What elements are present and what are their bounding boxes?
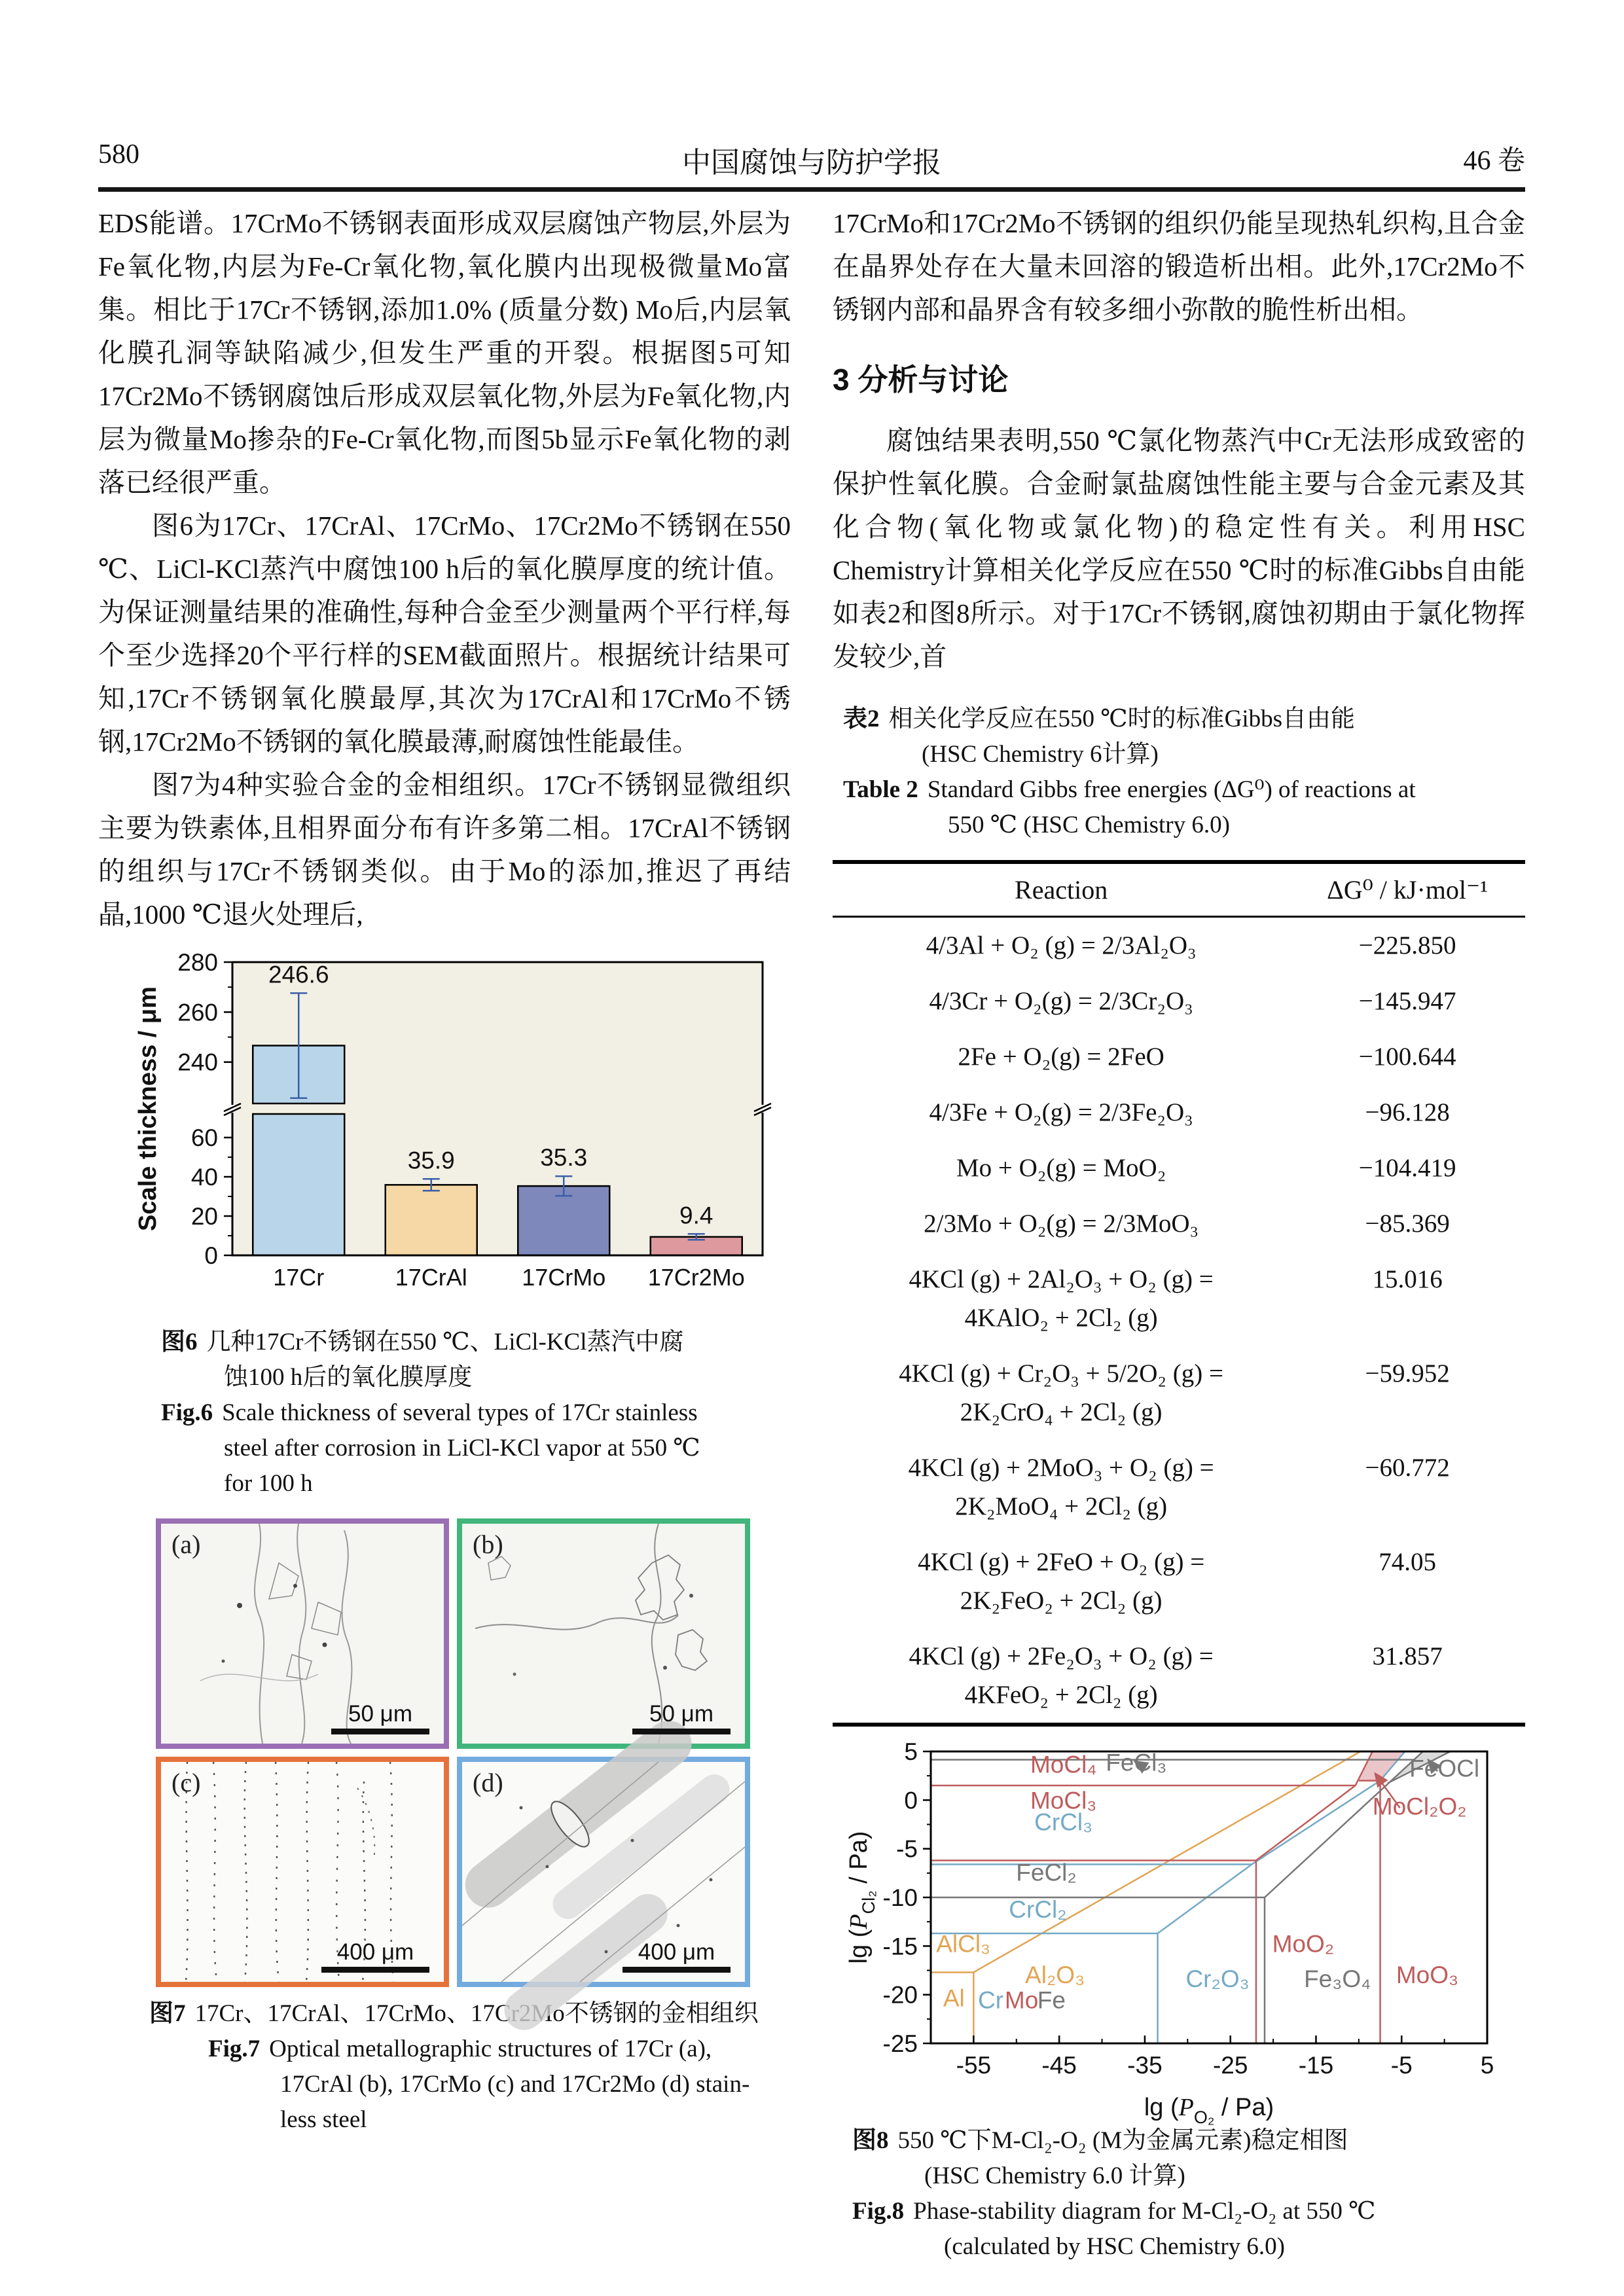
table-body	[833, 917, 1525, 1725]
table-row	[833, 1029, 1525, 1085]
micrograph-panel-d	[457, 1757, 750, 1987]
phase-label: MoCl₃	[1030, 1787, 1097, 1814]
phase-label: FeCl₂	[1016, 1859, 1077, 1886]
scalebar: 50 μm	[331, 1701, 429, 1734]
page-header	[98, 139, 1525, 178]
table-row	[833, 1346, 1525, 1440]
fig6-caption-label: 图6	[161, 1329, 198, 1355]
fig6-bar-chart	[118, 948, 791, 1316]
y-tick-label: 280	[177, 949, 218, 976]
volume-label: 46 卷	[1463, 146, 1525, 176]
table-row	[833, 1251, 1525, 1346]
fig8-phase-diagram	[833, 1738, 1525, 2127]
gibbs-value-cell: −85.369	[1365, 1210, 1450, 1238]
x-tick-label: 17CrMo	[522, 1264, 606, 1291]
table2-caption-label-en: Table 2	[843, 776, 918, 803]
phase-label: Al₂O₃	[1025, 1961, 1085, 1988]
table-row	[833, 1140, 1525, 1196]
reaction-cell: 4KCl (g) + 2Al₂O₃ + O₂ (g) = 4KAlO₂ + 2Cl₂ (g)	[909, 1265, 1214, 1332]
phase-label: MoO₂	[1272, 1930, 1335, 1958]
y-tick-label: -10	[882, 1884, 918, 1911]
scalebar-line	[632, 1729, 731, 1734]
column-header-dg: ΔG⁰ / kJ·mol⁻¹	[1290, 862, 1525, 917]
x-tick-label: 17Cr	[273, 1264, 325, 1291]
y-tick-label: 0	[204, 1242, 218, 1269]
scalebar: 400 μm	[623, 1939, 731, 1973]
bar-value-label: 9.4	[679, 1202, 713, 1229]
reaction-cell: Mo + O₂(g) = MoO₂	[956, 1154, 1166, 1182]
table2-caption-label: 表2	[843, 706, 880, 732]
fig7-caption-label-en: Fig.7	[208, 2036, 261, 2062]
reaction-cell: 4KCl (g) + 2Fe₂O₃ + O₂ (g) = 4KFeO₂ + 2Cl₂ (g)	[909, 1642, 1214, 1709]
phase-label: Cr₂O₃	[1185, 1965, 1250, 1992]
left-column	[98, 202, 791, 2138]
scalebar: 400 μm	[321, 1939, 429, 1973]
gibbs-value-cell: 15.016	[1372, 1265, 1443, 1293]
reaction-cell: 4KCl (g) + Cr₂O₃ + 5/2O₂ (g) = 2K₂CrO₄ + 2Cl₂ (g)	[899, 1359, 1223, 1426]
scalebar-line	[623, 1967, 731, 1973]
x-tick-label: -25	[1212, 2052, 1248, 2079]
x-tick-label: -55	[956, 2052, 992, 2079]
table-row	[833, 1440, 1525, 1534]
phase-label: CrCl₃	[1034, 1808, 1093, 1836]
y-tick-label: 20	[190, 1203, 218, 1230]
section-heading: 3 分析与讨论	[833, 363, 1009, 397]
paragraph: 腐蚀结果表明,550 ℃氯化物蒸汽中Cr无法形成致密的保护性氧化膜。合金耐氯盐腐蚀性能主要与合金元素及其化合物(氧化物或氯化物)的稳定性有关。利用HSC Chemistry计算相关化学反应在550 ℃时的标准Gibbs自由能如表2和图8所示。对于17Cr不锈钢,腐蚀初期由于氯化物挥发较少,首	[833, 425, 1525, 672]
scalebar-line	[321, 1967, 429, 1973]
x-tick-label: -5	[1390, 2052, 1413, 2079]
y-tick-label: 40	[190, 1164, 218, 1191]
fig7-caption-label: 图7	[149, 2000, 186, 2027]
reaction-cell: 2/3Mo + O₂(g) = 2/3MoO₃	[924, 1210, 1199, 1238]
x-tick-label: -15	[1298, 2052, 1334, 2079]
phase-label: CrCl₂	[1009, 1896, 1067, 1924]
reaction-cell: 4KCl (g) + 2FeO + O₂ (g) = 2K₂FeO₂ + 2Cl₂ (g)	[918, 1548, 1205, 1615]
table-row	[833, 1085, 1525, 1140]
table-row	[833, 917, 1525, 974]
x-tick-label: -45	[1041, 2052, 1077, 2079]
bar-value-label: 35.9	[407, 1147, 455, 1174]
y-tick-label: -20	[882, 1981, 918, 2009]
y-tick-label: 0	[904, 1787, 918, 1814]
header-divider	[98, 187, 1525, 192]
phase-label: MoCl₂O₂	[1372, 1793, 1467, 1820]
table-header-row	[833, 862, 1525, 917]
phase-label: Fe₃O₄	[1304, 1965, 1371, 1992]
bar-value-label: 246.6	[268, 961, 329, 988]
gibbs-energy-table	[833, 860, 1525, 1727]
gibbs-value-cell: −60.772	[1365, 1454, 1450, 1482]
fig7-micrograph-grid	[156, 1518, 791, 1987]
reaction-cell: 2Fe + O₂(g) = 2FeO	[958, 1043, 1164, 1071]
gibbs-value-cell: 74.05	[1379, 1548, 1436, 1576]
y-axis-title: $\lg (P_{Cl_2} / Pa)$	[845, 1831, 878, 1964]
x-tick-label: 5	[1480, 2052, 1494, 2079]
reaction-cell: 4KCl (g) + 2MoO₃ + O₂ (g) = 2K₂MoO₄ + 2Cl₂ (g)	[908, 1454, 1214, 1520]
y-tick-label: -5	[896, 1835, 918, 1863]
panel-label: (d)	[473, 1768, 503, 1797]
column-header-reaction: Reaction	[833, 862, 1290, 917]
fig8-caption-label: 图8	[852, 2127, 889, 2154]
x-axis-title: $\lg (P_{O_2} / Pa)$	[1144, 2094, 1274, 2127]
phase-label: Al	[943, 1984, 965, 2012]
x-tick-label: 17Cr2Mo	[647, 1264, 745, 1291]
phase-label: MoCl₄	[1030, 1751, 1097, 1778]
y-tick-label: 240	[177, 1049, 218, 1076]
paragraph: 图7为4种实验合金的金相组织。17Cr不锈钢显微组织主要为铁素体,且相界面分布有许多第二相。17CrAl不锈钢的组织与17Cr不锈钢类似。由于Mo的添加,推迟了再结晶,1000 ℃退火处理后,	[98, 770, 791, 929]
reaction-cell: 4/3Al + O₂ (g) = 2/3Al₂O₃	[926, 931, 1197, 960]
scalebar-line	[331, 1729, 429, 1734]
scalebar: 50 μm	[632, 1701, 731, 1734]
gibbs-value-cell: −225.850	[1358, 931, 1456, 960]
table-row	[833, 973, 1525, 1029]
panel-label: (a)	[171, 1530, 201, 1559]
fig8-caption: 图8 550 ℃下M-Cl₂-O₂ (M为金属元素)稳定相图 (HSC Chemistry 6.0 计算) Fig.8 Phase-stability diagram for M-Cl₂-O₂ at 550 ℃ (calculated by HSC Chemistry 6.0)	[852, 2127, 1376, 2260]
phase-label: FeCl₃	[1106, 1749, 1167, 1776]
micrograph-panel-b	[457, 1518, 750, 1749]
reaction-cell: 4/3Fe + O₂(g) = 2/3Fe₂O₃	[929, 1098, 1193, 1126]
table-row	[833, 1196, 1525, 1251]
bar-value-label: 35.3	[540, 1144, 588, 1172]
panel-label: (c)	[171, 1768, 201, 1797]
right-column	[833, 202, 1525, 2265]
paragraph: 图6为17Cr、17CrAl、17CrMo、17Cr2Mo不锈钢在550 ℃、LiCl-KCl蒸汽中腐蚀100 h后的氧化膜厚度的统计值。为保证测量结果的准确性,每种合金至少测量两个平行样,每个至少选择20个平行样的SEM截面照片。根据统计结果可知,17Cr不锈钢氧化膜最厚,其次为17CrAl和17CrMo不锈钢,17Cr2Mo不锈钢的氧化膜最薄,耐腐蚀性能最佳。	[98, 511, 791, 757]
phase-label: Fe	[1037, 1986, 1066, 2014]
phase-label: AlCl₃	[936, 1930, 991, 1958]
y-tick-label: -25	[882, 2030, 918, 2057]
phase-label: MoO₃	[1396, 1961, 1459, 1988]
x-tick-label: -35	[1127, 2052, 1163, 2079]
journal-title: 中国腐蚀与防护学报	[682, 147, 941, 179]
gibbs-value-cell: −59.952	[1365, 1359, 1450, 1388]
paragraph: EDS能谱。17CrMo不锈钢表面形成双层腐蚀产物层,外层为Fe氧化物,内层为Fe-Cr氧化物,氧化膜内出现极微量Mo富集。相比于17Cr不锈钢,添加1.0% (质量分数) Mo后,内层氧化膜孔洞等缺陷减少,但发生严重的开裂。根据图5可知17Cr2Mo不锈钢腐蚀后形成双层氧化物,外层为Fe氧化物,内层为微量Mo掺杂的Fe-Cr氧化物,而图5b显示Fe氧化物的剥落已经很严重。	[98, 208, 791, 497]
panel-label: (b)	[473, 1530, 503, 1559]
y-tick-label: -15	[882, 1933, 918, 1960]
phase-label: Cr	[978, 1986, 1004, 2014]
table-row	[833, 1534, 1525, 1628]
micrograph-panel-a	[156, 1518, 449, 1749]
table-row	[833, 1628, 1525, 1725]
x-tick-label: 17CrAl	[395, 1264, 467, 1291]
y-tick-label: 5	[904, 1738, 918, 1765]
reaction-cell: 4/3Cr + O₂(g) = 2/3Cr₂O₃	[929, 987, 1193, 1015]
bar	[253, 1114, 344, 1255]
fig7-caption: 图7 17Cr、17CrAl、17CrMo、17Cr2Mo不锈钢的金相组织 Fig.7 Optical metallographic structures of 17Cr (a), 17CrAl (b), 17CrMo (c) and 17Cr2Mo (d) stain- less steel	[149, 2000, 759, 2133]
gibbs-value-cell: −104.419	[1358, 1154, 1456, 1182]
paragraph: 17CrMo和17Cr2Mo不锈钢的组织仍能呈现热轧织构,且合金在晶界处存在大量未回溶的锻造析出相。此外,17Cr2Mo不锈钢内部和晶界含有较多细小弥散的脆性析出相。	[833, 208, 1525, 325]
gibbs-value-cell: −96.128	[1365, 1098, 1450, 1126]
y-axis-title: Scale thickness / μm	[134, 986, 162, 1231]
fig6-caption-label-en: Fig.6	[161, 1399, 213, 1426]
bar	[386, 1185, 477, 1255]
gibbs-value-cell: 31.857	[1372, 1642, 1443, 1670]
table2-caption: 表2 相关化学反应在550 ℃时的标准Gibbs自由能 (HSC Chemistry 6计算) Table 2 Standard Gibbs free energies (ΔG⁰) of reactions at 550 ℃ (HSC Chemistry 6.0)	[843, 706, 1416, 838]
phase-label: FeOCl	[1409, 1755, 1480, 1782]
micrograph-panel-c	[156, 1757, 449, 1987]
gibbs-value-cell: −100.644	[1358, 1043, 1456, 1071]
page-number: 580	[98, 139, 139, 170]
y-tick-label: 60	[190, 1124, 218, 1151]
y-tick-label: 260	[177, 999, 218, 1026]
fig6-caption: 图6 几种17Cr不锈钢在550 ℃、LiCl-KCl蒸汽中腐 蚀100 h后的氧化膜厚度 Fig.6 Scale thickness of several types of 17Cr stainless steel after corrosion in LiCl-KCl vapor at 550 ℃ for 100 h	[161, 1329, 700, 1497]
fig8-caption-label-en: Fig.8	[852, 2198, 905, 2225]
phase-label: Mo	[1004, 1986, 1039, 2014]
gibbs-value-cell: −145.947	[1358, 987, 1456, 1015]
